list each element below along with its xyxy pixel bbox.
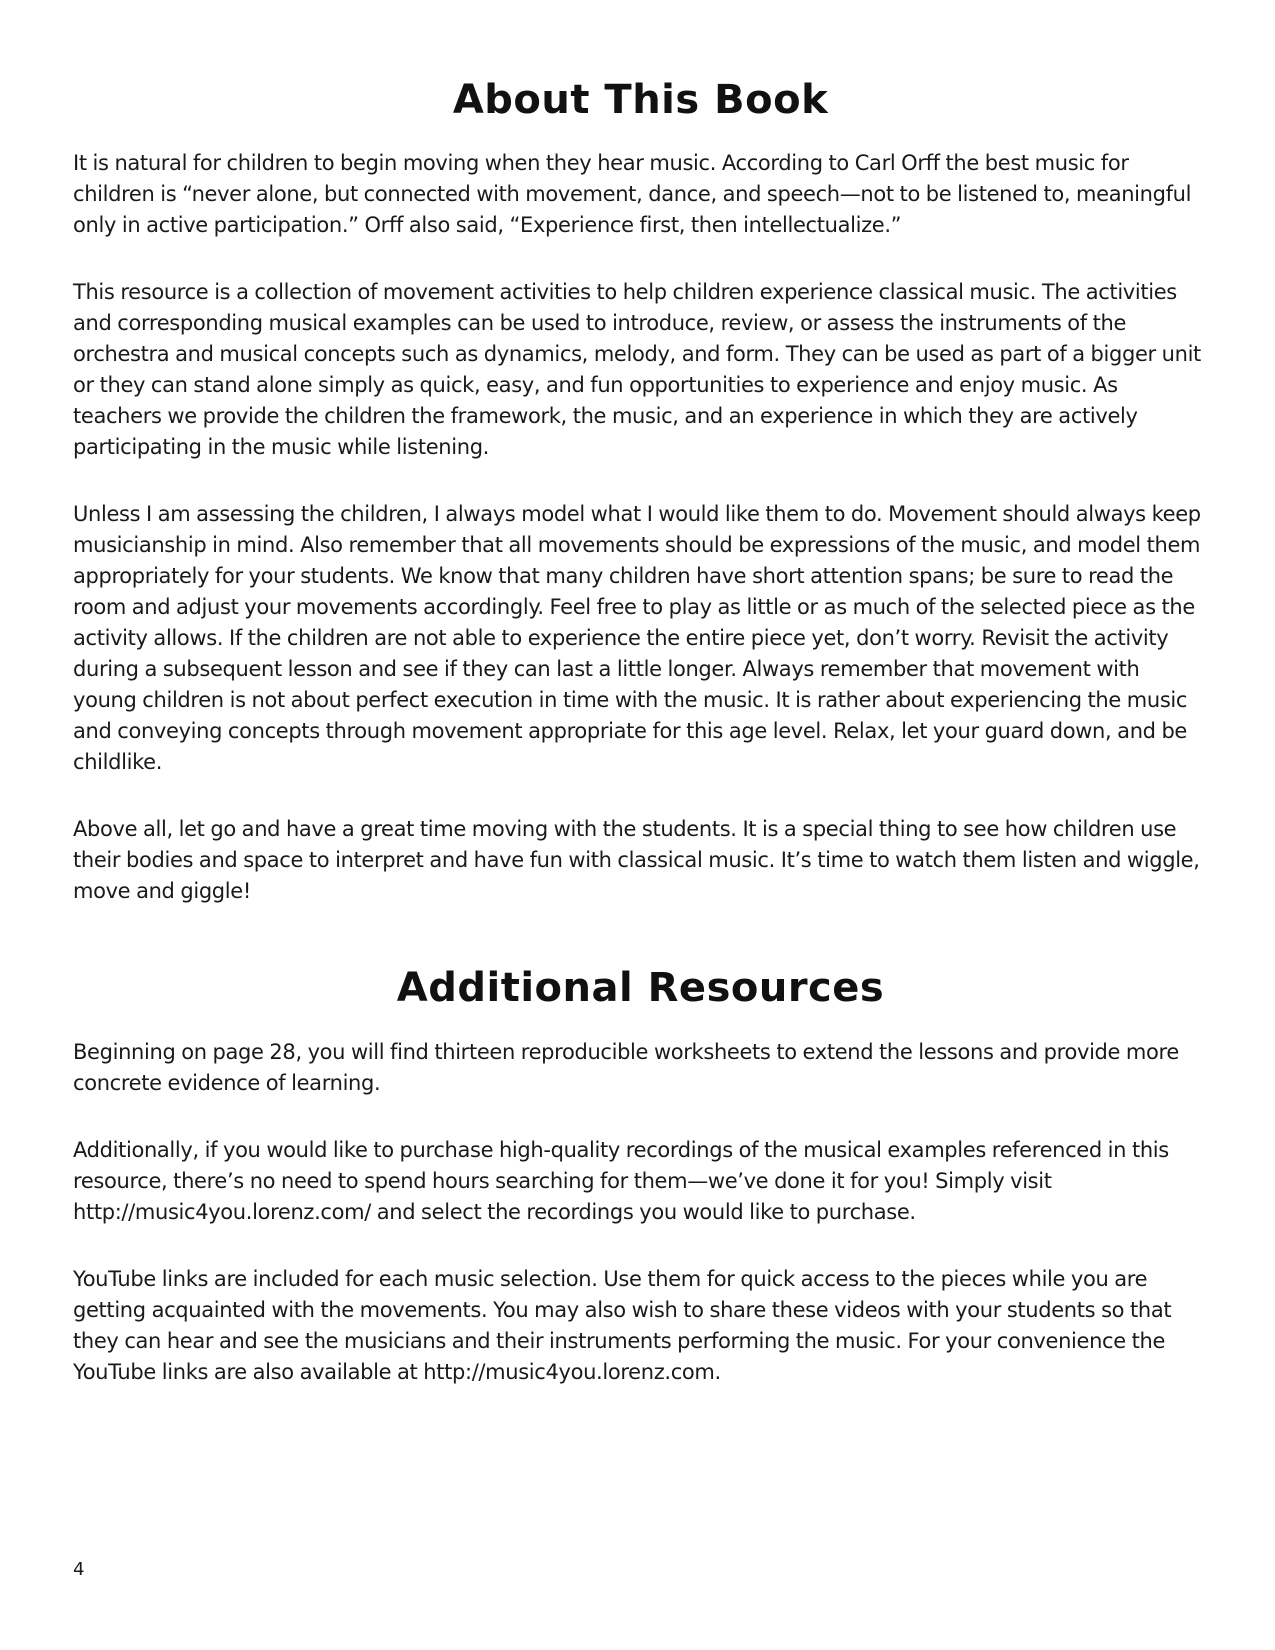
about-paragraph-1: It is natural for children to begin moving when they hear music. According to Carl Orff the best music for children is “never alone, but connected with movement, dance, and speech—not to be listened to, meaningful only in active participation.” Orff also said, “Experience first, then intellectualize.” (73, 151, 1192, 237)
resources-section (73, 1037, 1208, 1388)
resources-heading: Additional Resources (396, 965, 885, 1011)
page-number: 4 (73, 1559, 85, 1580)
about-heading: About This Book (452, 77, 829, 123)
about-paragraph-3: Unless I am assessing the children, I always model what I would like them to do. Movement should always keep musicianship in mind. Also remember that all movements should be expressions of the music, and model them appropriately for your students. We know that many children have short attention spans; be sure to read the room and adjust your movements accordingly. Feel free to play as little or as much of the selected piece as the activity allows. If the children are not able to experience the entire piece yet, don’t worry. Revisit the activity during a subsequent lesson and see if they can last a little longer. Always remember that movement with young children is not about perfect execution in time with the music. It is rather about experiencing the music and conveying concepts through movement appropriate for this age level. Relax, let your guard down, and be childlike. (73, 502, 1201, 774)
resources-paragraph-2: Additionally, if you would like to purchase high-quality recordings of the musical examples referenced in this resource, there’s no need to spend hours searching for them—we’ve done it for you! Simply visit http://music4you.lorenz.com/ and select the recordings you would like to purchase. (73, 1138, 1169, 1224)
about-heading-wrap (73, 76, 1208, 124)
resources-paragraph-3: YouTube links are included for each music selection. Use them for quick access to the pieces while you are getting acquainted with the movements. You may also wish to share these videos with your students so that they can hear and see the musicians and their instruments performing the music. For your convenience the YouTube links are also available at http://music4you.lorenz.com. (73, 1267, 1172, 1384)
resources-heading-wrap (73, 964, 1208, 1012)
about-paragraph-4: Above all, let go and have a great time moving with the students. It is a special thing to see how children use their bodies and space to interpret and have fun with classical music. It’s time to watch them listen and wiggle, move and giggle! (73, 817, 1200, 903)
about-paragraph-2: This resource is a collection of movement activities to help children experience classical music. The activities and corresponding musical examples can be used to introduce, review, or assess the instruments of the orchestra and musical concepts such as dynamics, melody, and form. They can be used as part of a bigger unit or they can stand alone simply as quick, easy, and fun opportunities to experience and enjoy music. As teachers we provide the children the framework, the music, and an experience in which they are actively participating in the music while listening. (73, 280, 1201, 459)
resources-paragraph-1: Beginning on page 28, you will find thirteen reproducible worksheets to extend the lessons and provide more concrete evidence of learning. (73, 1040, 1179, 1095)
about-section (73, 148, 1208, 907)
